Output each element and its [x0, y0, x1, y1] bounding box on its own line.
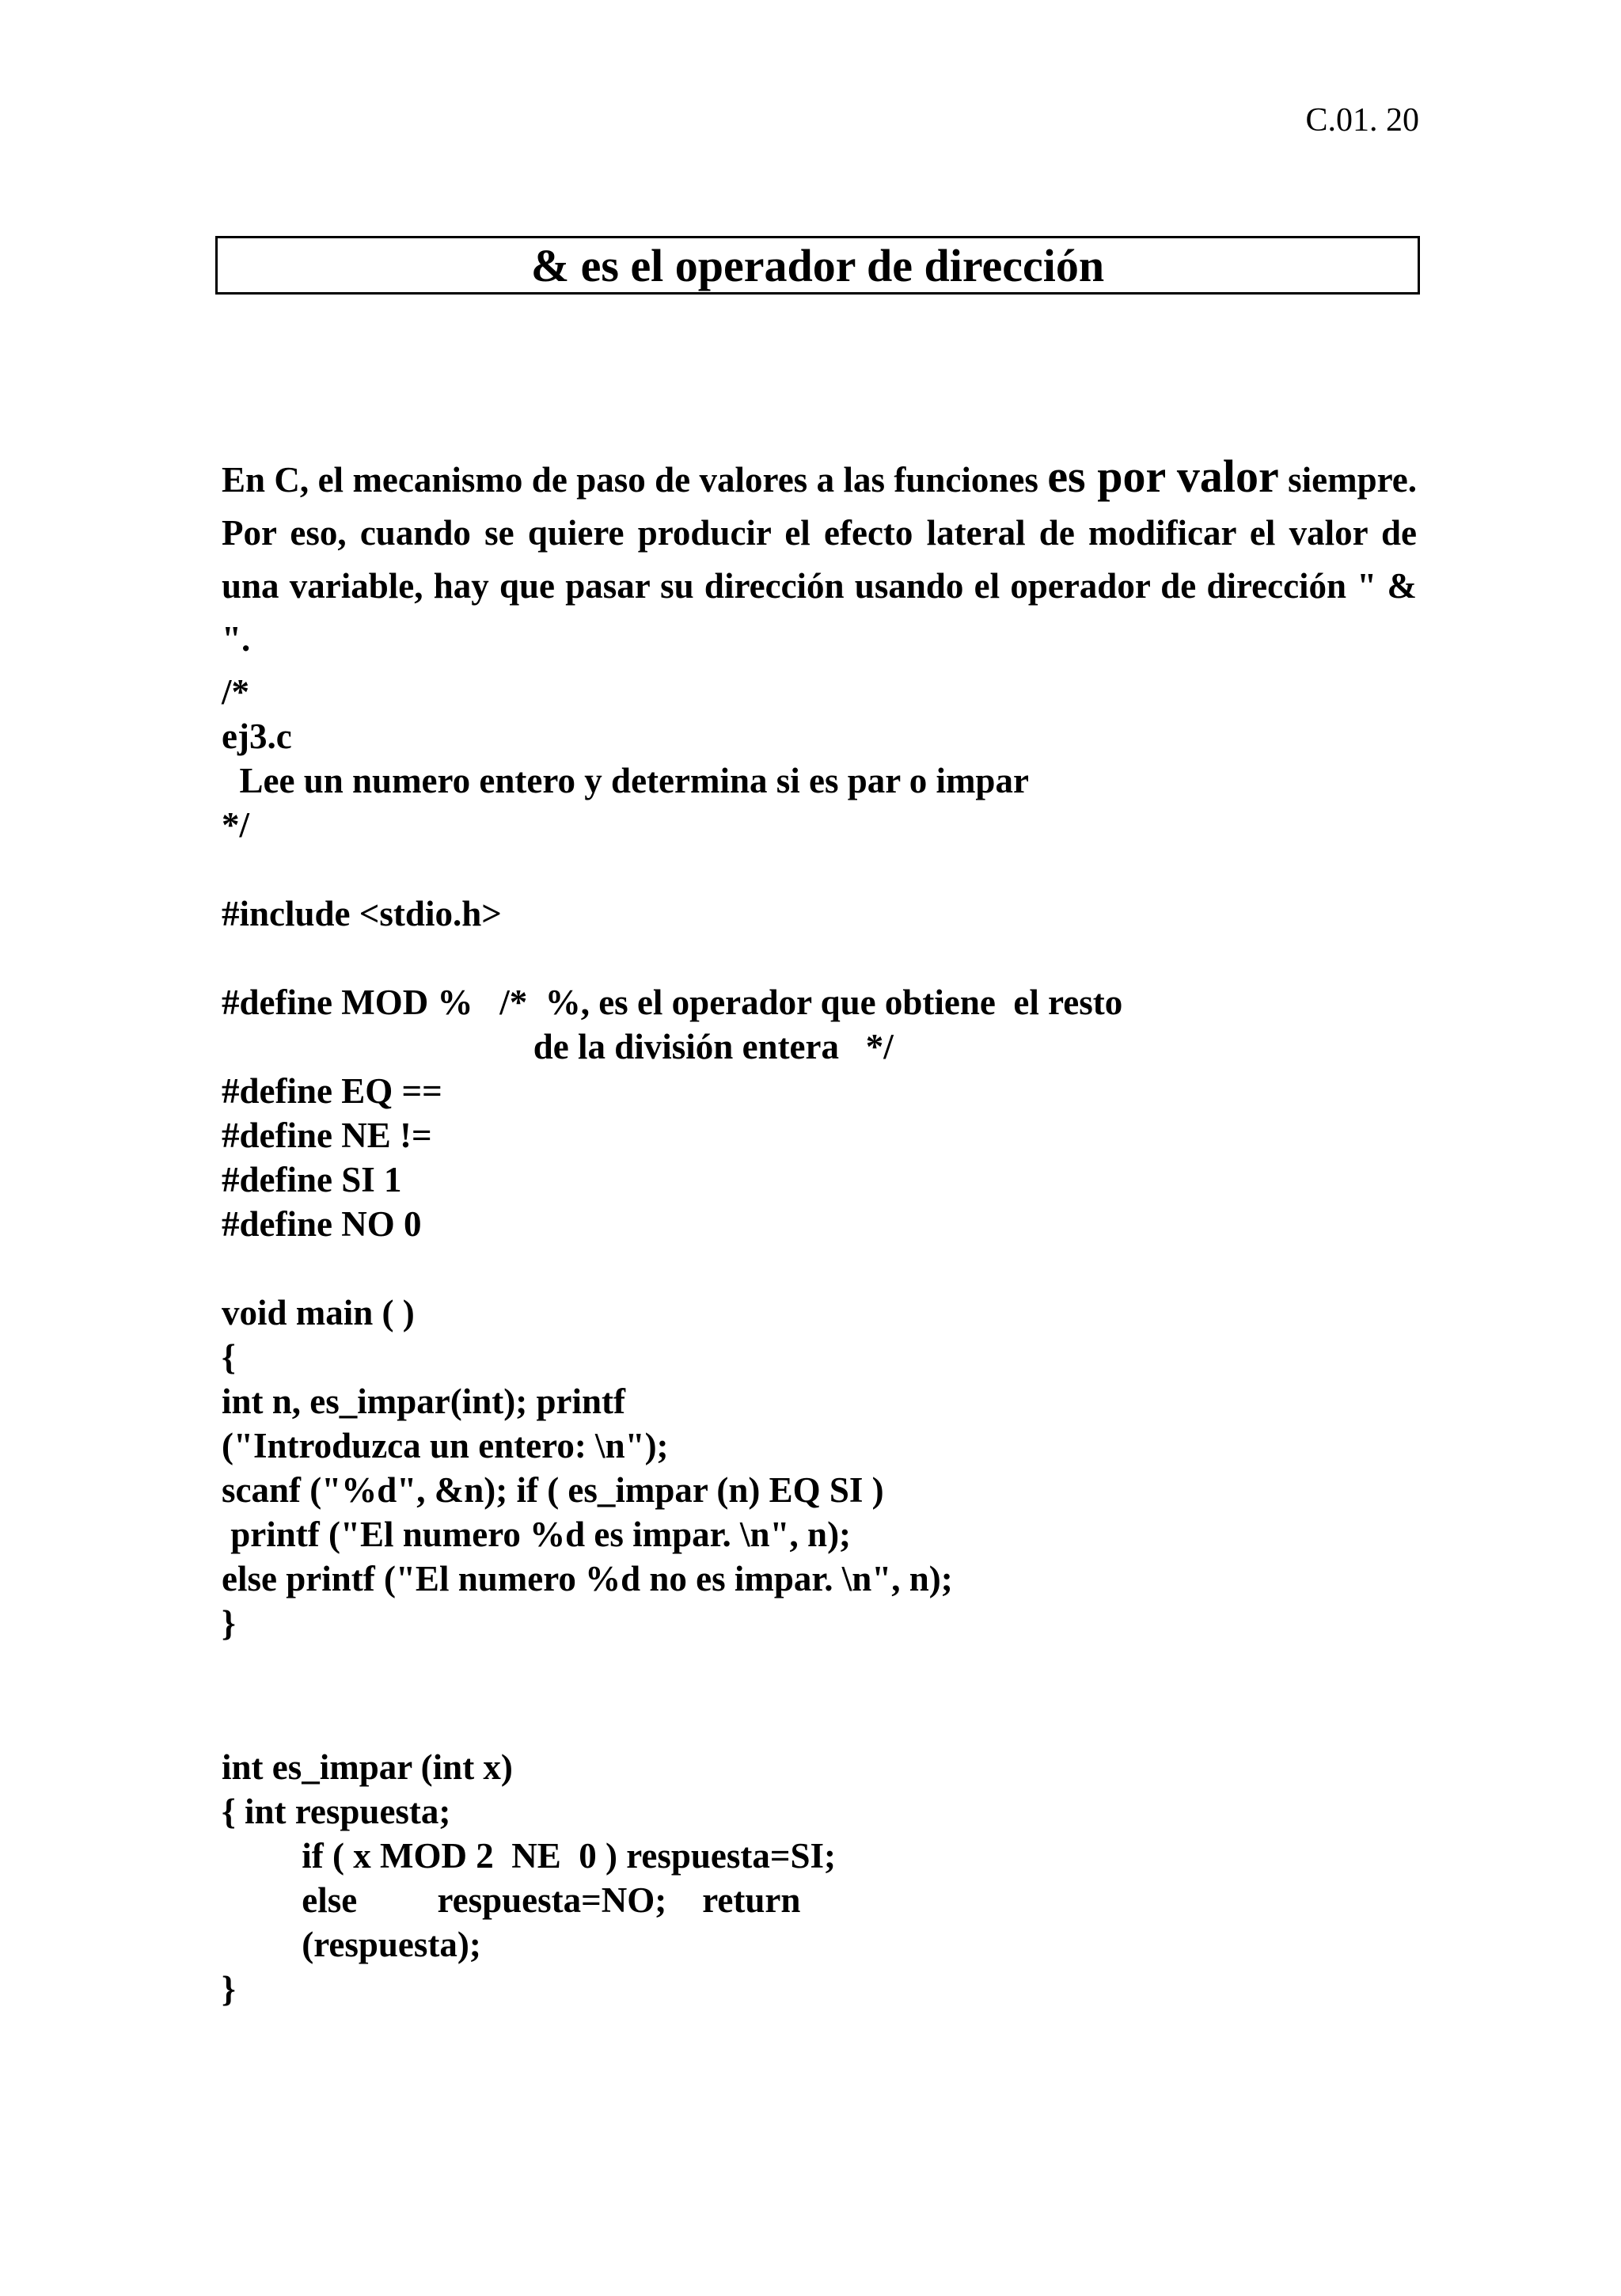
code-line — [222, 847, 1122, 891]
code-line: else respuesta=NO; return — [222, 1880, 801, 1920]
code-line: de la división entera */ — [222, 1027, 894, 1066]
code-line: void main ( ) — [222, 1293, 415, 1332]
page-title: & es el operador de dirección — [530, 240, 1105, 291]
code-block-main — [222, 670, 1122, 1645]
code-line: #define SI 1 — [222, 1160, 402, 1199]
intro-text-part2: siempre. Por eso, cuando se quiere producir el efecto lateral de modificar el valor de una variable, hay que pasar su dirección usando el operador de dirección " & ". — [222, 460, 1418, 659]
code-line: #define EQ == — [222, 1071, 442, 1111]
code-line: Lee un numero entero y determina si es par o impar — [222, 761, 1029, 800]
code-line: { int respuesta; — [222, 1792, 451, 1831]
code-line — [222, 936, 1122, 980]
code-line: else printf ("El numero %d no es impar. \n", n); — [222, 1559, 953, 1598]
code-line: } — [222, 1603, 236, 1643]
page-number: C.01. 20 — [1305, 102, 1419, 139]
code-block-function — [222, 1745, 836, 2011]
code-line: /* — [222, 672, 250, 712]
code-line — [222, 1246, 1122, 1291]
code-line: #include <stdio.h> — [222, 894, 502, 933]
title-box — [215, 236, 1420, 295]
code-line: #define MOD % /* %, es el operador que obtiene el resto — [222, 983, 1123, 1022]
code-line: */ — [222, 805, 250, 845]
code-line: } — [222, 1969, 236, 2009]
code-line: { — [222, 1337, 236, 1377]
code-line: ej3.c — [222, 717, 292, 756]
intro-text-part1: En C, el mecanismo de paso de valores a las funciones — [222, 460, 1048, 500]
code-line: if ( x MOD 2 NE 0 ) respuesta=SI; — [222, 1836, 837, 1876]
code-line: int es_impar (int x) — [222, 1747, 513, 1787]
code-line: scanf ("%d", &n); if ( es_impar (n) EQ SI ) — [222, 1470, 884, 1510]
intro-paragraph — [222, 450, 1417, 666]
intro-emphasis: es por valor — [1047, 450, 1279, 502]
code-line: #define NO 0 — [222, 1204, 422, 1244]
code-line: ("Introduzca un entero: \n"); — [222, 1426, 669, 1465]
code-line: int n, es_impar(int); printf — [222, 1382, 625, 1421]
code-line: printf ("El numero %d es impar. \n", n); — [222, 1515, 852, 1554]
code-line: #define NE != — [222, 1116, 432, 1155]
code-line: (respuesta); — [222, 1925, 481, 1964]
